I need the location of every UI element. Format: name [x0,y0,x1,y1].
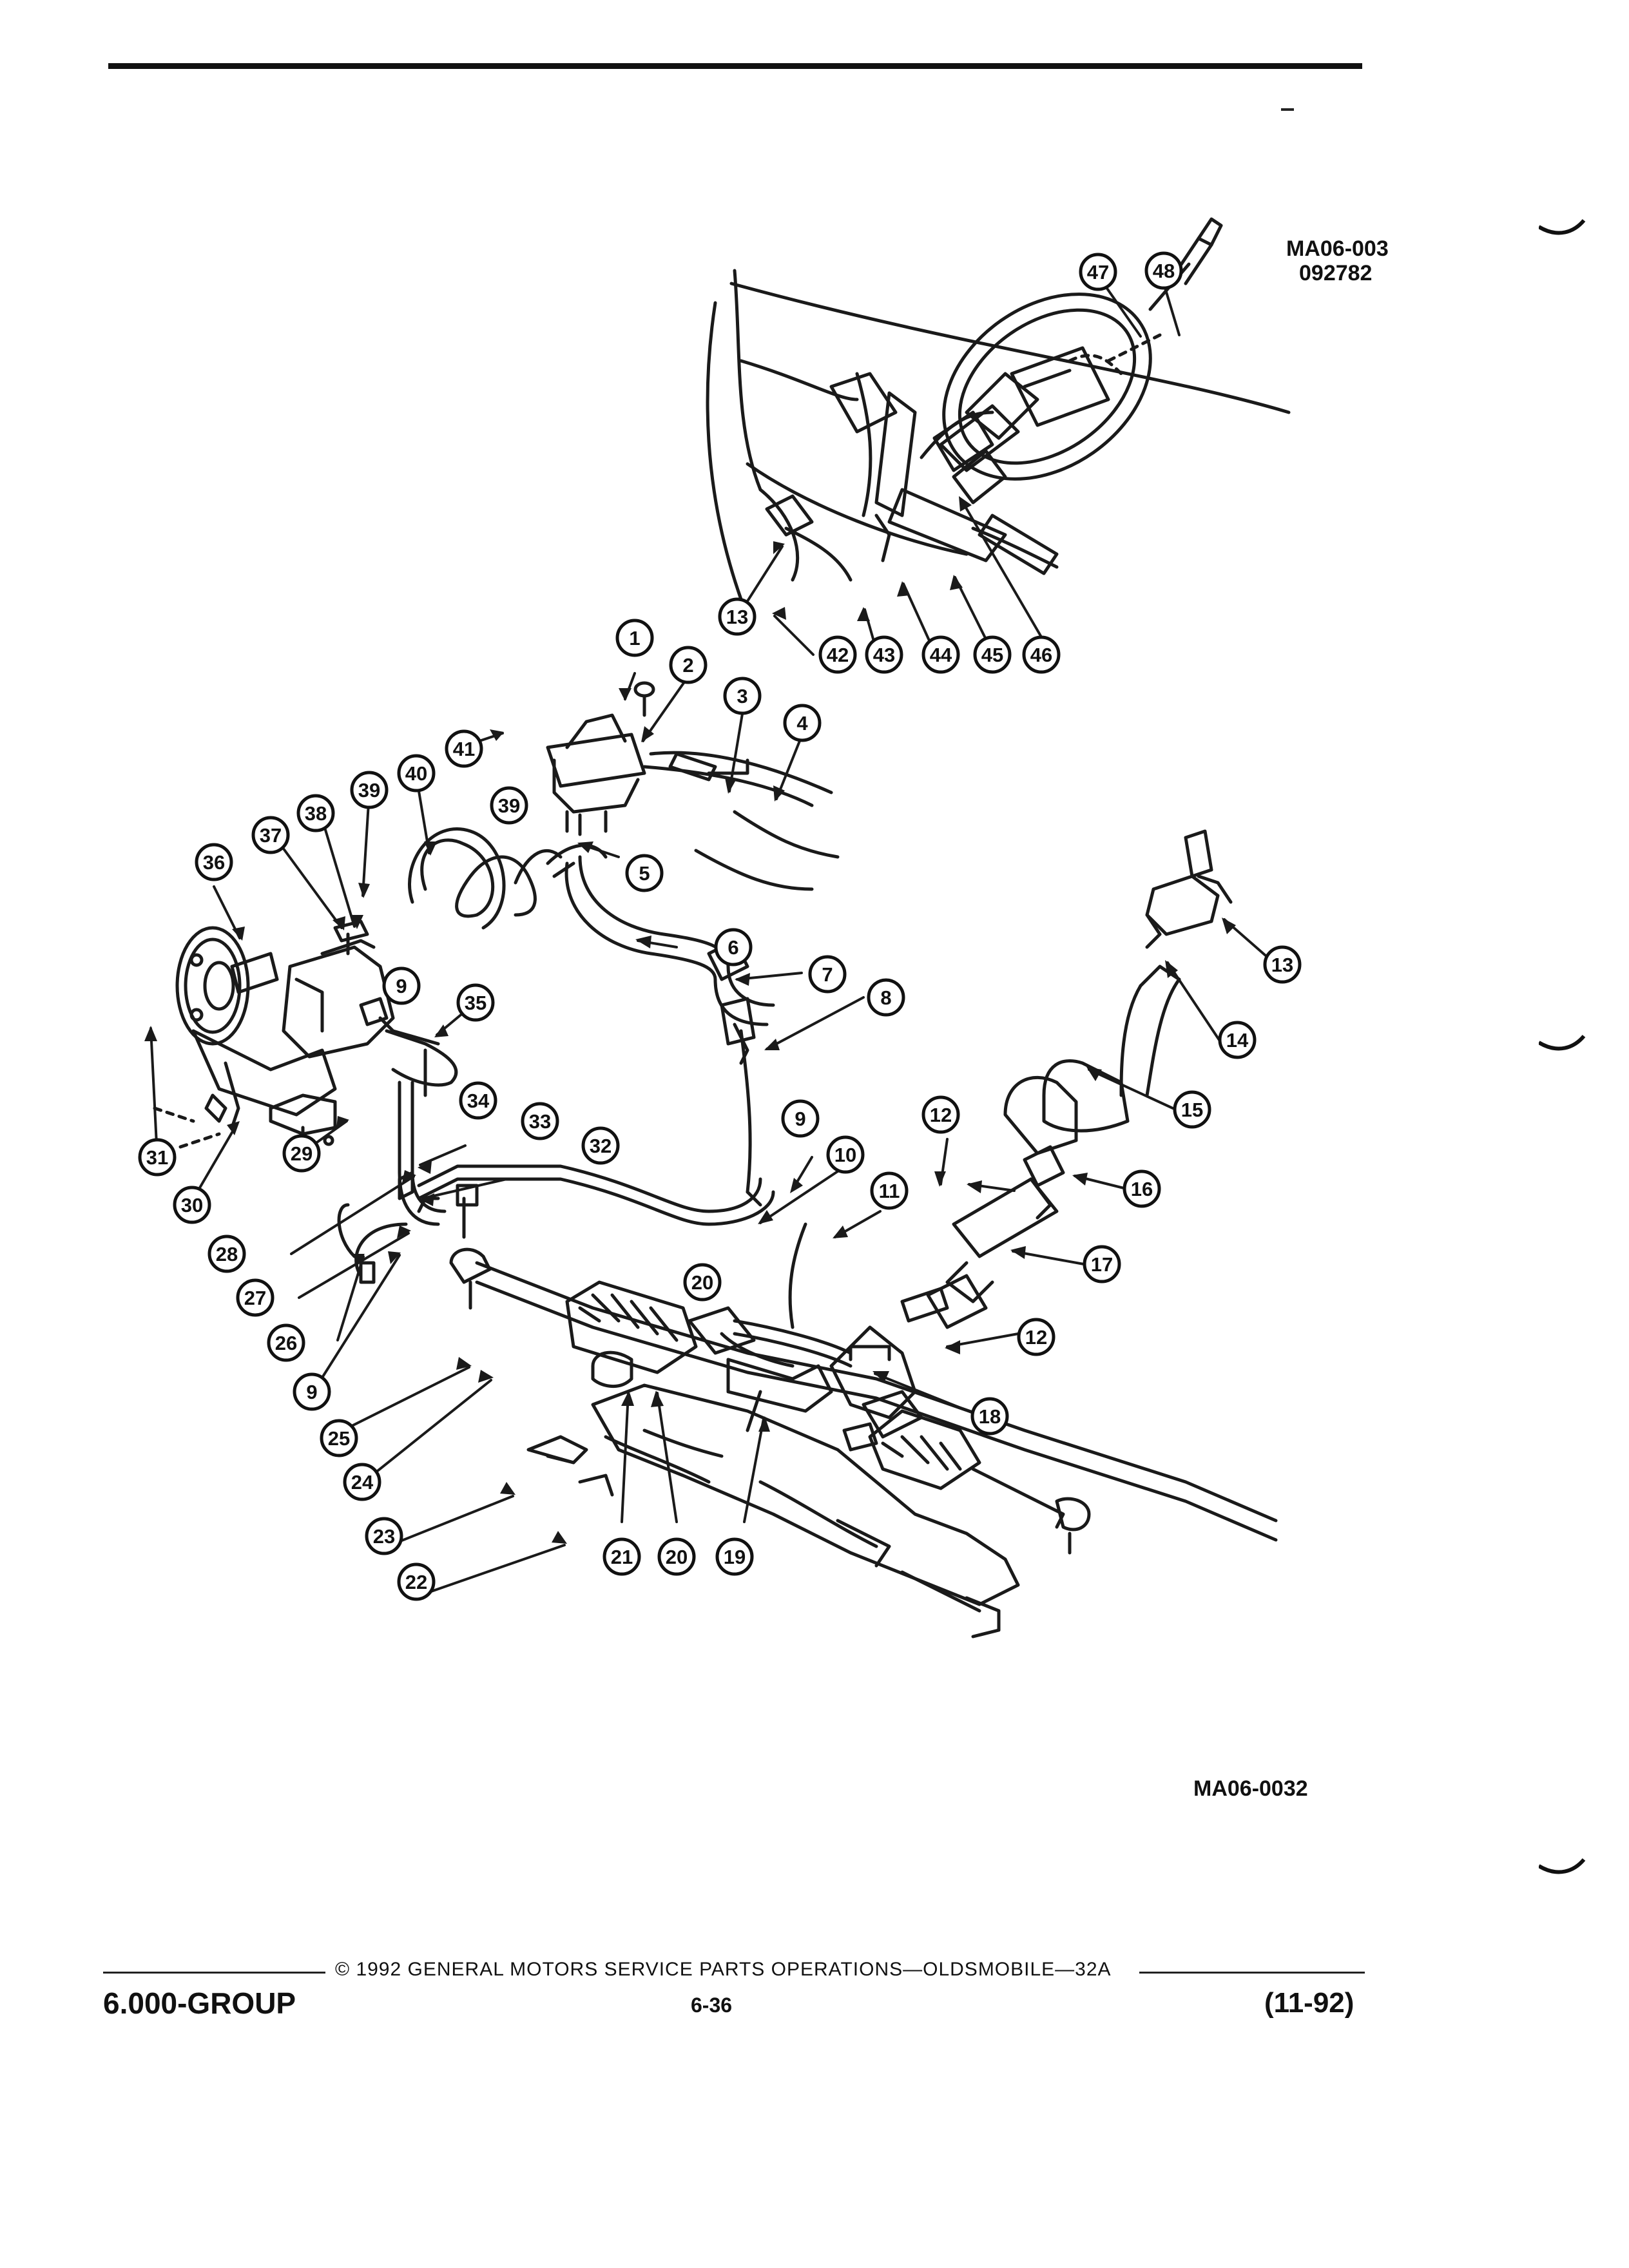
callout-15 [1175,1092,1210,1127]
crossmember-illustration [528,1352,1018,1637]
binding-mark-1 [1539,219,1590,245]
binding-mark-2 [1539,1035,1590,1061]
callout-label: 16 [1130,1178,1153,1200]
callout-label: 12 [929,1104,952,1126]
figure-code-secondary: 092782 [1299,261,1373,285]
callout-22 [399,1564,434,1599]
binding-mark-3 [1539,1858,1590,1884]
callout-label: 32 [589,1135,612,1157]
callout-label: 9 [795,1108,806,1130]
callout-20 [685,1265,720,1300]
callout-label: 25 [327,1427,351,1450]
callout-34 [461,1083,496,1118]
callout-label: 15 [1181,1099,1204,1121]
callout-41 [447,731,481,766]
callout-35 [458,985,493,1020]
callout-1 [617,620,652,655]
figure-code-primary: MA06-003 [1286,236,1389,261]
callout-12 [1019,1320,1054,1354]
callout-label: 1 [629,627,641,649]
callout-13 [1265,947,1300,982]
callout-32 [583,1128,618,1163]
footer-date: (11-92) [1264,1987,1354,2019]
callout-label: 38 [304,802,327,825]
callout-12 [923,1097,958,1132]
footer-group: 6.000-GROUP [103,1986,296,2020]
callout-label: 13 [726,606,749,628]
callout-7 [810,957,845,992]
callout-label: 39 [497,794,521,817]
callout-30 [175,1187,209,1222]
callout-label: 41 [452,738,476,760]
callout-label: 47 [1086,261,1110,284]
callout-label: 6 [728,936,739,959]
callout-33 [523,1104,557,1139]
footer-copyright: © 1992 GENERAL MOTORS SERVICE PARTS OPERATIONS—OLDSMOBILE—32A [335,1959,1112,1980]
callout-label: 21 [610,1546,633,1568]
callout-label: 37 [259,824,282,847]
callout-45 [975,637,1010,672]
callout-46 [1024,637,1059,672]
callout-31 [140,1140,175,1175]
callout-17 [1084,1247,1119,1282]
callout-16 [1124,1171,1159,1206]
dashboard-illustration [708,271,1289,599]
callout-47 [1081,255,1115,289]
callout-label: 5 [639,862,650,885]
callout-2 [671,648,706,682]
callout-9 [783,1101,818,1136]
callout-20 [659,1539,694,1574]
callout-label: 43 [872,644,896,666]
callout-38 [298,796,333,831]
callout-13 [720,599,755,634]
callout-label: 27 [244,1287,267,1309]
footer-rule-left [103,1972,325,1974]
callout-label: 11 [878,1180,900,1202]
callout-label: 14 [1226,1029,1249,1052]
callout-label: 44 [929,644,952,666]
callout-39 [352,773,387,807]
callout-11 [872,1173,907,1208]
callout-label: 48 [1152,260,1175,282]
callout-label: 20 [691,1271,714,1294]
callout-39 [492,788,526,823]
callout-label: 18 [978,1405,1001,1428]
callout-9 [294,1374,329,1409]
callout-label: 40 [405,762,428,785]
callout-label: 4 [796,712,808,735]
callout-25 [322,1421,356,1456]
callout-44 [923,637,958,672]
callout-9 [384,968,419,1003]
callout-label: 36 [202,851,226,874]
callout-8 [869,980,903,1015]
callout-label: 28 [215,1243,238,1265]
callout-label: 13 [1271,954,1294,976]
callout-21 [604,1539,639,1574]
footer-page-number: 6-36 [691,1994,733,2017]
callout-label: 10 [834,1144,857,1166]
rack-pinion-illustration [451,1224,1276,1553]
callout-label: 22 [405,1571,428,1593]
callout-19 [717,1539,752,1574]
callout-4 [785,706,820,740]
callout-label: 30 [180,1194,204,1216]
callout-26 [269,1325,304,1360]
callout-label: 26 [275,1332,298,1354]
callout-28 [209,1236,244,1271]
footer-rule-right [1139,1972,1365,1974]
callout-37 [253,818,288,852]
callout-label: 34 [467,1090,490,1112]
callout-label: 19 [723,1546,746,1568]
callout-label: 9 [396,975,407,997]
callout-label: 2 [682,654,694,677]
callout-label: 20 [665,1546,688,1568]
callout-40 [399,756,434,791]
callout-label: 9 [306,1381,318,1403]
callout-3 [725,678,760,713]
callout-label: 45 [981,644,1004,666]
callout-48 [1146,253,1181,288]
callout-18 [972,1399,1007,1434]
callout-label: 42 [826,644,849,666]
callout-5 [627,856,662,890]
callout-6 [716,930,751,965]
callout-label: 35 [464,992,487,1014]
callout-label: 23 [372,1525,396,1548]
callout-label: 46 [1030,644,1053,666]
callout-label: 7 [822,963,833,986]
callout-label: 33 [528,1110,552,1133]
callout-label: 29 [290,1142,313,1165]
callout-27 [238,1280,273,1315]
callout-23 [367,1519,401,1553]
figure-code-bottom: MA06-0032 [1193,1776,1308,1801]
hoses-illustration [339,829,773,1282]
callout-label: 31 [146,1146,169,1169]
column-parts-illustration [902,831,1231,1327]
callout-label: 8 [880,986,892,1009]
callout-label: 12 [1025,1326,1048,1349]
callout-29 [284,1136,319,1171]
callout-label: 17 [1090,1253,1113,1276]
callout-42 [820,637,855,672]
callout-14 [1220,1023,1255,1057]
callout-24 [345,1465,380,1499]
callout-label: 3 [737,685,748,707]
callout-10 [828,1137,863,1172]
callout-43 [867,637,901,672]
callout-36 [197,845,231,879]
callout-label: 39 [358,779,381,802]
callout-label: 24 [351,1471,374,1494]
